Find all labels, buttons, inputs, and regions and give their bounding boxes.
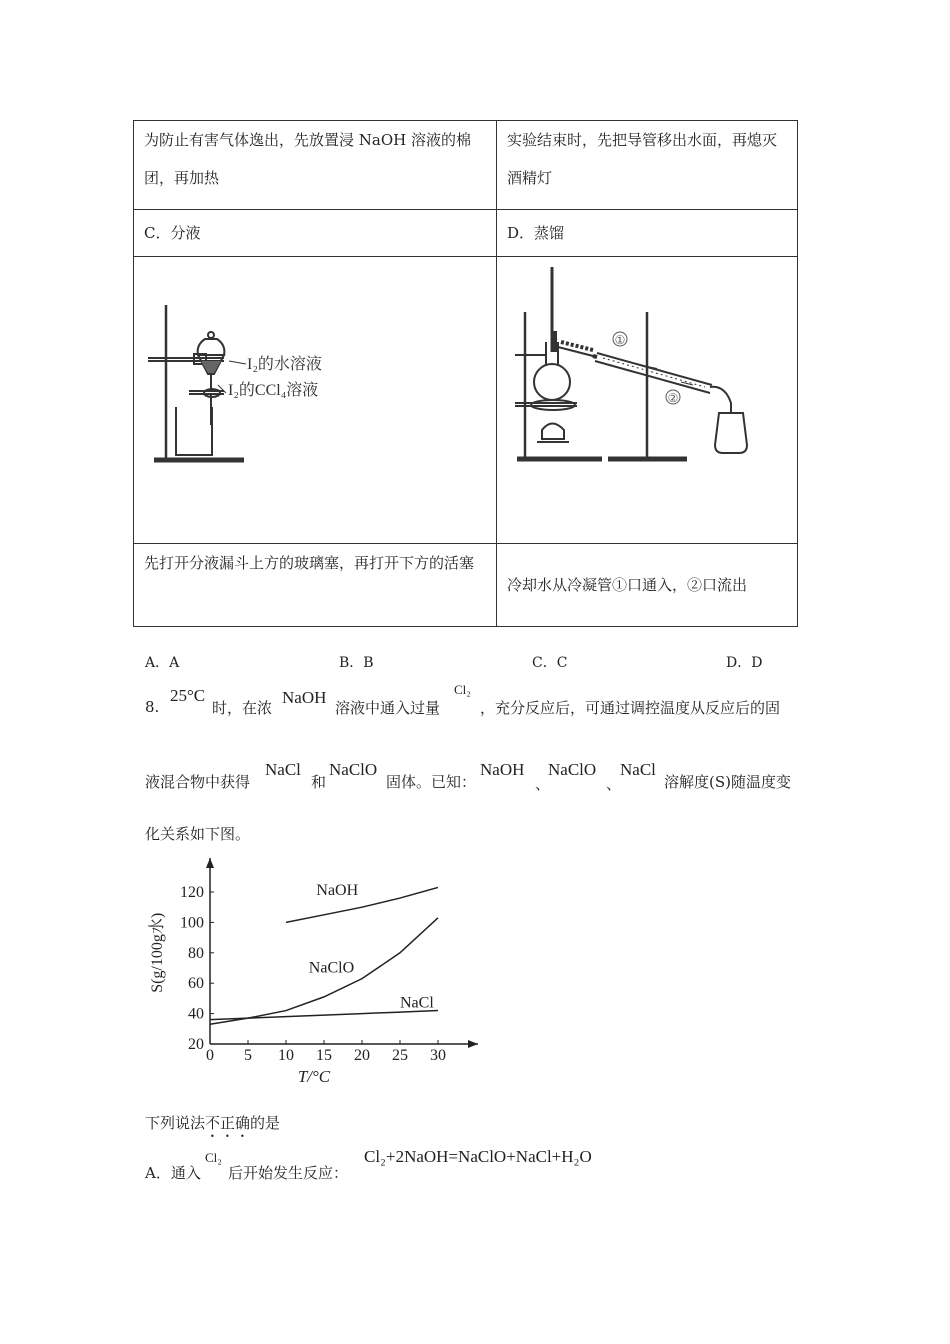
- formula-cl2-2: Cl₂: [205, 1150, 222, 1165]
- formula-naclo-2: NaClO: [548, 760, 597, 779]
- formula-cl2: Cl₂: [454, 682, 471, 697]
- series-label-naclo: NaClO: [308, 959, 355, 977]
- series-label-nacl: NaCl: [400, 994, 434, 1012]
- cell-c-title: C．分液: [134, 210, 497, 257]
- label-iodine-ccl4: I₂的CCl₄溶液: [228, 382, 319, 399]
- y-tick-label: 120: [180, 884, 204, 901]
- question-stem: [145, 1112, 280, 1141]
- series-line-nacl: [210, 1011, 438, 1020]
- cell-d-note: 冷却水从冷凝管①口通入，②口流出: [497, 544, 798, 627]
- experiment-table: [133, 120, 798, 627]
- q8-text-and: 和: [311, 773, 327, 791]
- y-axis-title: S(g/100g水): [149, 912, 166, 993]
- formula-nacl-2: NaCl: [620, 760, 656, 779]
- x-tick-label: 10: [278, 1047, 294, 1064]
- q8-text-6: 溶解度(S)随温度变: [664, 773, 791, 791]
- q8-text-7: 化关系如下图。: [145, 825, 251, 843]
- cell-a-note: 为防止有害气体逸出，先放置浸 NaOH 溶液的棉团，再加热: [134, 121, 497, 210]
- option-d: D．D: [726, 655, 763, 671]
- x-tick-label: 30: [430, 1047, 446, 1064]
- option-a: A．A: [145, 655, 180, 671]
- x-tick-label: 0: [206, 1047, 214, 1064]
- label-iodine-water: I₂的水溶液: [247, 356, 322, 373]
- y-tick-label: 100: [180, 914, 204, 932]
- option8-a-label: A．通入: [145, 1164, 201, 1182]
- y-tick-label: 20: [188, 1036, 204, 1053]
- stem-pre: 下列说法: [145, 1114, 206, 1132]
- formula-naoh: NaOH: [282, 688, 327, 707]
- option-c: C．C: [532, 655, 568, 671]
- stem-emphasis: 不正确: [205, 1114, 251, 1132]
- formula-naclo: NaClO: [329, 760, 378, 779]
- x-tick-label: 15: [316, 1047, 332, 1064]
- option8-a-text: 后开始发生反应：: [228, 1164, 349, 1182]
- question-number: 8.: [145, 698, 160, 716]
- cell-b-note: 实验结束时，先把导管移出水面，再熄灭酒精灯: [497, 121, 798, 210]
- separatory-funnel-diagram: [134, 257, 496, 529]
- reaction-equation: Cl₂+2NaOH=NaClO+NaCl+H₂O: [364, 1147, 592, 1166]
- formula-nacl: NaCl: [265, 760, 301, 779]
- formula-naoh-2: NaOH: [480, 760, 525, 779]
- y-tick-label: 80: [188, 944, 204, 962]
- q8-text-2: 溶液中通入过量: [335, 699, 441, 717]
- cell-c-figure: [134, 257, 497, 544]
- mark-port-1: ①: [614, 333, 626, 347]
- x-axis-arrow: [468, 1040, 478, 1048]
- separator-1: 、: [535, 775, 551, 793]
- y-tick-label: 60: [188, 975, 204, 993]
- x-tick-label: 5: [244, 1047, 252, 1064]
- y-axis-arrow: [206, 858, 214, 868]
- x-axis-title: T/°C: [297, 1067, 331, 1086]
- q8-text-3: ，充分反应后，可通过调控温度从反应后的固: [480, 699, 781, 717]
- cell-d-title: D．蒸馏: [497, 210, 798, 257]
- cell-c-note: 先打开分液漏斗上方的玻璃塞，再打开下方的活塞: [134, 544, 497, 627]
- temp-formula: 25°C: [170, 686, 206, 705]
- q8-text-1: 时，在浓: [212, 699, 273, 717]
- solubility-chart: [140, 848, 500, 1088]
- distillation-diagram: [497, 257, 797, 529]
- q8-text-5: 固体。已知：: [386, 773, 477, 791]
- y-tick-label: 40: [188, 1005, 204, 1023]
- cell-d-figure: [497, 257, 798, 544]
- series-line-naoh: [286, 887, 438, 922]
- series-label-naoh: NaOH: [316, 882, 359, 900]
- q8-text-4: 液混合物中获得: [145, 773, 251, 791]
- x-tick-label: 20: [354, 1047, 370, 1064]
- x-tick-label: 25: [392, 1047, 408, 1064]
- mark-port-2: ②: [667, 391, 679, 405]
- stem-post: 的是: [250, 1114, 281, 1132]
- separator-2: 、: [606, 775, 622, 793]
- option-b: B．B: [339, 655, 374, 671]
